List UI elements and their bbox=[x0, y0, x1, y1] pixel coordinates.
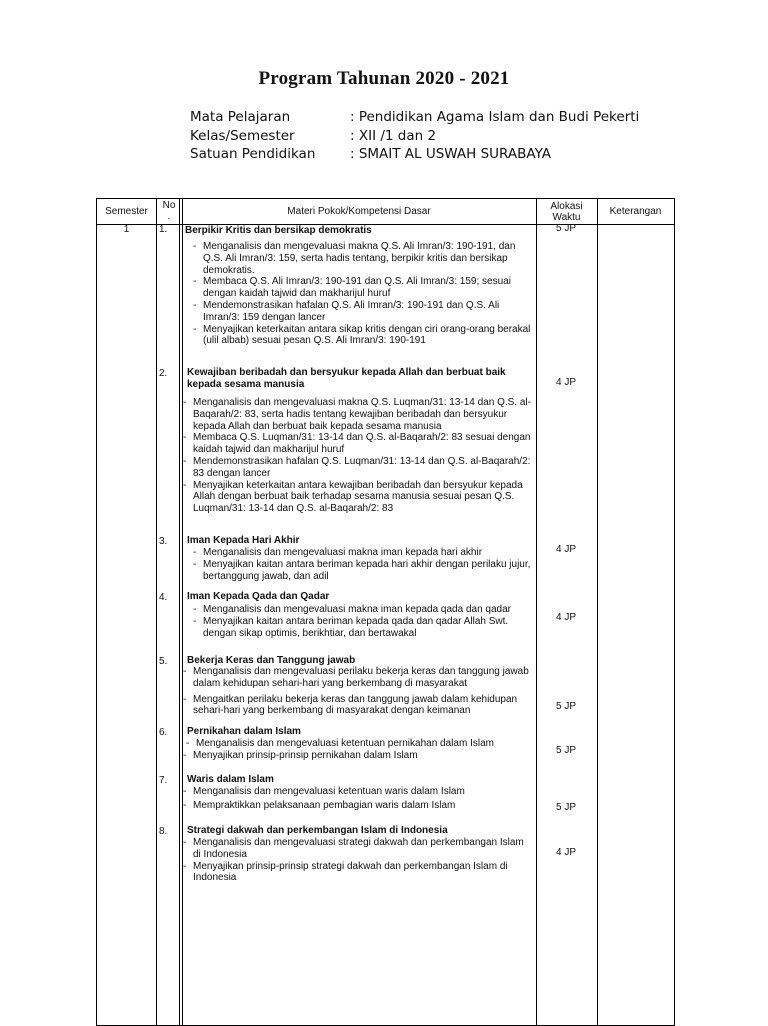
bullet-item bbox=[183, 666, 533, 690]
bullet-text: Menganalisis dan mengevaluasi makna Q.S. Luqman/31: 13-14 dan Q.S. al-Baqarah/2: 83, serta hadis tentang kewajiban beribadah dan bersyukur kepada Allah dan berbuat baik kepada sesama manusia bbox=[193, 397, 531, 432]
item-alokasi-waktu: 5 JP bbox=[555, 701, 576, 712]
bullet-dash: - bbox=[193, 276, 197, 288]
bullet-item bbox=[183, 800, 533, 812]
bullet-item bbox=[183, 456, 533, 480]
bullet-text: Menganalisis dan mengevaluasi ketentuan pernikahan dalam Islam bbox=[196, 738, 494, 749]
header-keterangan: Keterangan bbox=[609, 206, 662, 217]
header-alokasi: Alokasi Waktu bbox=[550, 200, 583, 223]
item-alokasi-waktu: 4 JP bbox=[555, 847, 576, 858]
bullet-text: Mengaitkan perilaku bekerja keras dan tanggung jawab dalam kehidupan sehari-hari yang berkembang di masyarakat dengan keimanan bbox=[193, 693, 518, 717]
bullet-dash: - bbox=[193, 299, 197, 311]
bullet-item bbox=[193, 616, 533, 640]
item-bullets bbox=[193, 547, 533, 582]
document-meta bbox=[190, 108, 639, 164]
bullet-text: Menganalisis dan mengevaluasi makna iman kepada qada dan qadar bbox=[203, 604, 511, 615]
bullet-text: Membaca Q.S. Ali Imran/3: 190-191 dan Q.S. Ali Imran/3: 159; sesuai dengan kaidah tajwid dan makharijul huruf bbox=[203, 276, 511, 300]
bullet-dash: - bbox=[193, 558, 197, 570]
item-number: 8. bbox=[159, 826, 168, 837]
bullet-dash: - bbox=[193, 604, 197, 615]
document-title: Program Tahunan 2020 - 2021 bbox=[258, 68, 510, 89]
bullet-item bbox=[183, 694, 533, 718]
meta-row-school bbox=[190, 145, 639, 164]
item-number: 4. bbox=[159, 592, 168, 603]
bullet-dash: - bbox=[183, 799, 187, 811]
bullet-dash: - bbox=[183, 666, 187, 677]
bullet-text: Menyajikan keterkaitan antara sikap kritis dengan ciri orang-orang berakal (ulil albab) sesuai pesan Q.S. Ali Imran/3: 190-191 bbox=[203, 323, 531, 347]
meta-label: Kelas/Semester bbox=[190, 127, 295, 144]
meta-value: : XII /1 dan 2 bbox=[350, 127, 437, 144]
bullet-dash: - bbox=[183, 397, 187, 408]
meta-label: Satuan Pendidikan bbox=[190, 146, 316, 162]
bullet-text: Menyajikan kaitan antara beriman kepada hari akhir dengan perilaku jujur, bertanggung jawab, dan adil bbox=[203, 558, 531, 582]
header-no: No . bbox=[162, 200, 176, 222]
header-materi: Materi Pokok/Kompetensi Dasar bbox=[287, 206, 431, 217]
bullet-item bbox=[193, 604, 533, 616]
bullet-item bbox=[183, 480, 533, 515]
bullet-item bbox=[183, 786, 533, 798]
item-title: Waris dalam Islam bbox=[187, 774, 274, 785]
program-table bbox=[96, 198, 675, 1026]
item-bullets bbox=[193, 241, 533, 347]
meta-value: : SMAIT AL USWAH SURABAYA bbox=[350, 146, 551, 162]
bullet-item bbox=[193, 547, 533, 559]
bullet-dash: - bbox=[193, 547, 197, 558]
bullet-item bbox=[183, 861, 533, 885]
bullet-dash: - bbox=[183, 479, 187, 491]
item-title: Kewajiban beribadah dan bersyukur kepada Allah dan berbuat baik kepada sesama manusia bbox=[187, 367, 506, 390]
bullet-text: Menganalisis dan mengevaluasi makna Q.S. Ali Imran/3: 190-191, dan Q.S. Ali Imran/3: 159, serta hadis tentang, berpikir kritis dan bersikap demokratis. bbox=[203, 241, 516, 276]
bullet-dash: - bbox=[183, 786, 187, 797]
column-divider bbox=[179, 199, 180, 1025]
item-title: Berpikir Kritis dan bersikap demokratis bbox=[185, 225, 372, 236]
item-bullets bbox=[183, 397, 533, 515]
item-alokasi-waktu: 4 JP bbox=[555, 377, 576, 388]
item-number: 7. bbox=[159, 775, 168, 786]
item-title: Bekerja Keras dan Tanggung jawab bbox=[187, 655, 356, 666]
bullet-text: Menyajikan kaitan antara beriman kepada qada dan qadar Allah Swt. dengan sikap optimis, berikhtiar, dan bertawakal bbox=[203, 615, 509, 639]
meta-value: : Pendidikan Agama Islam dan Budi Pekerti bbox=[350, 109, 640, 125]
item-bullets bbox=[193, 604, 533, 639]
bullet-item bbox=[193, 241, 533, 276]
bullet-item bbox=[183, 837, 533, 861]
bullet-dash: - bbox=[186, 738, 190, 749]
bullet-text: Menganalisis dan mengevaluasi perilaku bekerja keras dan tanggung jawab dalam kehidupan sehari-hari yang berkembang di masyarakat bbox=[193, 666, 529, 689]
bullet-text: Menganalisis dan mengevaluasi ketentuan waris dalam Islam bbox=[193, 786, 465, 797]
item-title: Pernikahan dalam Islam bbox=[187, 726, 301, 737]
item-alokasi-waktu: 5 JP bbox=[555, 745, 576, 756]
item-alokasi-waktu: 4 JP bbox=[555, 544, 576, 555]
item-alokasi-waktu: 4 JP bbox=[555, 612, 576, 623]
item-number: 2. bbox=[159, 368, 168, 379]
meta-row-class bbox=[190, 127, 639, 146]
bullet-text: Membaca Q.S. Luqman/31: 13-14 dan Q.S. al-Baqarah/2: 83 sesuai dengan kaidah tajwid dan makharijul huruf bbox=[193, 432, 531, 456]
item-bullets bbox=[183, 786, 533, 814]
bullet-item bbox=[183, 750, 533, 762]
bullet-dash: - bbox=[183, 749, 187, 761]
item-number: 6. bbox=[159, 727, 168, 738]
bullet-item bbox=[193, 276, 533, 300]
bullet-dash: - bbox=[183, 693, 187, 705]
bullet-dash: - bbox=[183, 455, 187, 467]
bullet-text: Mendemonstrasikan hafalan Q.S. Ali Imran/3: 190-191 dan Q.S. Ali Imran/3: 159 dengan lancer bbox=[203, 299, 500, 323]
item-number: 5. bbox=[159, 656, 168, 667]
bullet-dash: - bbox=[193, 241, 197, 252]
item-number: 1. bbox=[159, 224, 168, 235]
bullet-dash: - bbox=[183, 837, 187, 848]
bullet-text: Mempraktikkan pelaksanaan pembagian waris dalam Islam bbox=[193, 799, 456, 811]
semester-value: 1 bbox=[123, 224, 130, 235]
table-header bbox=[97, 199, 674, 225]
bullet-item bbox=[183, 432, 533, 456]
item-alokasi-waktu: 5 JP bbox=[555, 802, 576, 813]
bullet-dash: - bbox=[193, 615, 197, 627]
bullet-item bbox=[183, 738, 533, 750]
bullet-text: Menyajikan prinsip-prinsip strategi dakwah dan perkembangan Islam di Indonesia bbox=[193, 860, 508, 884]
bullet-item bbox=[193, 324, 533, 348]
bullet-item bbox=[193, 559, 533, 583]
item-bullets bbox=[183, 738, 533, 762]
bullet-text: Menyajikan keterkaitan antara kewajiban beribadah dan bersyukur kepada Allah dengan berbuat baik terhadap sesama manusia sesuai pesan Q.S. Luqman/31: 13-14 dan Q.S. al-Baqarah/2: 83 bbox=[193, 479, 523, 515]
column-divider bbox=[182, 199, 183, 1025]
bullet-text: Mendemonstrasikan hafalan Q.S. Luqman/31: 13-14 dan Q.S. al-Baqarah/2: 83 dengan lancer bbox=[193, 455, 531, 479]
item-number: 3. bbox=[159, 536, 168, 547]
meta-label: Mata Pelajaran bbox=[190, 109, 291, 125]
header-semester: Semester bbox=[105, 206, 148, 217]
bullet-text: Menganalisis dan mengevaluasi strategi dakwah dan perkembangan Islam di Indonesia bbox=[193, 837, 524, 860]
bullet-dash: - bbox=[193, 323, 197, 335]
bullet-dash: - bbox=[183, 432, 187, 444]
bullet-dash: - bbox=[183, 860, 187, 872]
item-bullets bbox=[183, 666, 533, 717]
item-bullets bbox=[183, 837, 533, 884]
bullet-item bbox=[193, 300, 533, 324]
bullet-text: Menyajikan prinsip-prinsip pernikahan dalam Islam bbox=[193, 749, 418, 761]
bullet-text: Menganalisis dan mengevaluasi makna iman kepada hari akhir bbox=[203, 547, 483, 558]
item-title: Strategi dakwah dan perkembangan Islam di Indonesia bbox=[187, 825, 448, 836]
item-title: Iman Kepada Qada dan Qadar bbox=[187, 591, 330, 602]
meta-row-subject bbox=[190, 108, 639, 127]
bullet-item bbox=[183, 397, 533, 432]
item-title: Iman Kepada Hari Akhir bbox=[187, 535, 300, 546]
item-alokasi-waktu: 5 JP bbox=[555, 223, 576, 234]
column-divider bbox=[156, 199, 157, 1025]
